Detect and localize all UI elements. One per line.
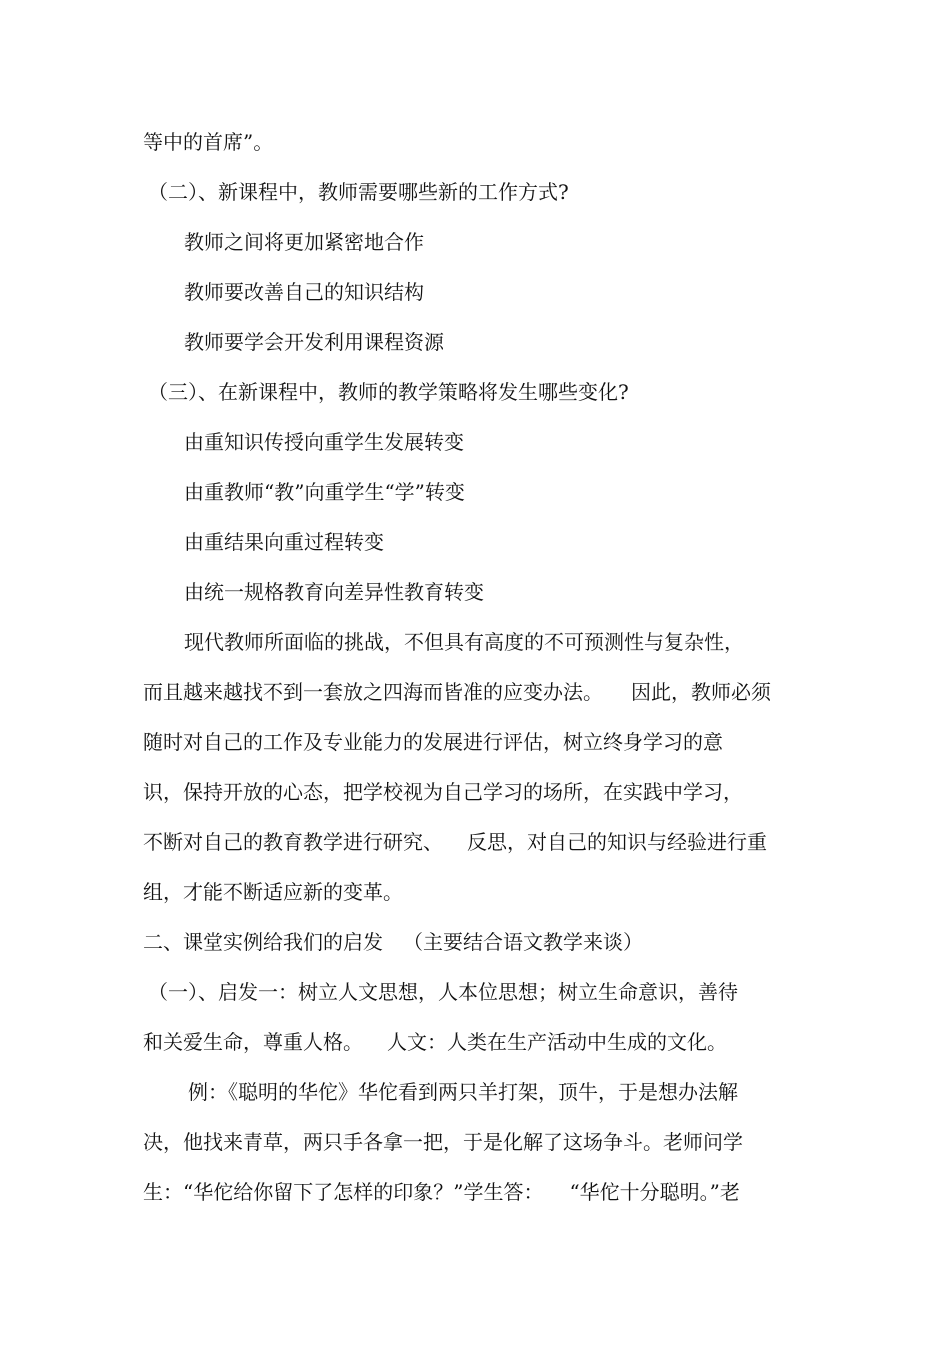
list-item: 由重知识传授向重学生发展转变 xyxy=(184,430,464,454)
text-segment: 反思，对自己的知识与经验进行重 xyxy=(467,830,767,854)
text-line: 组，才能不断适应新的变革。 xyxy=(143,880,403,904)
text-line xyxy=(143,679,771,705)
text-line: 随时对自己的工作及专业能力的发展进行评估，树立终身学习的意 xyxy=(143,730,723,754)
text-segment: 二、课堂实例给我们的启发 xyxy=(143,930,383,954)
list-item: 由统一规格教育向差异性教育转变 xyxy=(184,580,484,604)
list-item: 教师要改善自己的知识结构 xyxy=(184,280,424,304)
text-line xyxy=(143,1179,740,1205)
text-line: 等中的首席”。 xyxy=(143,130,274,154)
section-heading: （一）、启发一：树立人文思想，人本位思想；树立生命意识，善待 xyxy=(148,980,738,1004)
section-heading xyxy=(143,929,643,955)
text-line xyxy=(143,829,767,855)
text-segment: 生：“华佗给你留下了怎样的印象？”学生答： xyxy=(143,1180,544,1204)
text-segment: 和关爱生命，尊重人格。 xyxy=(143,1030,363,1054)
text-line: 现代教师所面临的挑战，不但具有高度的不可预测性与复杂性， xyxy=(184,630,744,654)
list-item: 教师要学会开发利用课程资源 xyxy=(184,330,444,354)
text-segment: 因此，教师必须 xyxy=(631,680,771,704)
section-heading: （二）、新课程中，教师需要哪些新的工作方式? xyxy=(148,180,569,204)
text-segment: 人文：人类在生产活动中生成的文化。 xyxy=(387,1030,727,1054)
text-segment: （主要结合语文教学来谈） xyxy=(403,930,643,954)
list-item: 由重结果向重过程转变 xyxy=(184,530,384,554)
text-line xyxy=(143,1029,727,1055)
text-line: 决，他找来青草，两只手各拿一把，于是化解了这场争斗。老师问学 xyxy=(143,1130,743,1154)
section-heading: （三）、在新课程中，教师的教学策略将发生哪些变化? xyxy=(148,380,629,404)
list-item: 由重教师“教”向重学生“学”转变 xyxy=(184,480,465,504)
text-segment: 不断对自己的教育教学进行研究、 xyxy=(143,830,443,854)
text-segment: 而且越来越找不到一套放之四海而皆准的应变办法。 xyxy=(143,680,603,704)
text-line: 例：《聪明的华佗》华佗看到两只羊打架，顶牛，于是想办法解 xyxy=(188,1080,738,1104)
text-line: 识，保持开放的心态，把学校视为自己学习的场所，在实践中学习， xyxy=(143,780,743,804)
text-segment: “华佗十分聪明。”老 xyxy=(569,1180,740,1204)
list-item: 教师之间将更加紧密地合作 xyxy=(184,230,424,254)
